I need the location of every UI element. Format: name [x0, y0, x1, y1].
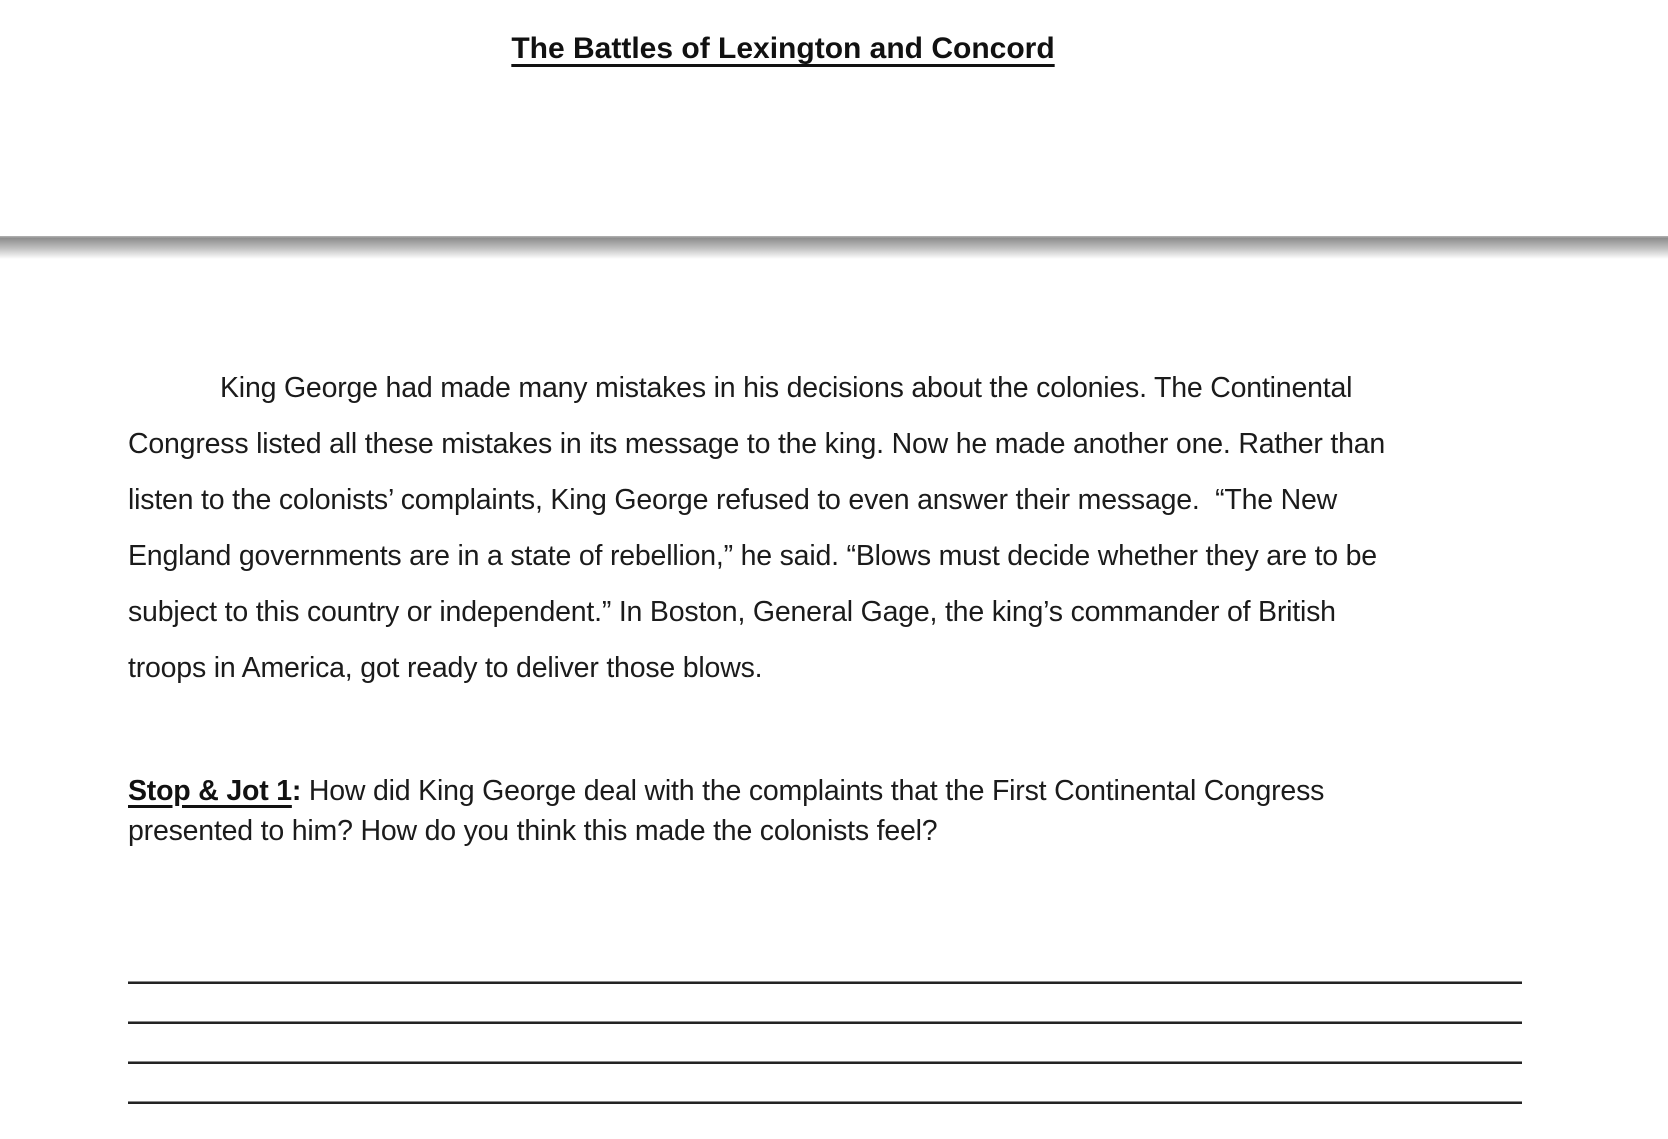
- answer-line[interactable]: [128, 1101, 1522, 1104]
- stop-jot-colon: :: [291, 775, 302, 807]
- stop-jot-label: Stop & Jot 1: [128, 775, 292, 807]
- answer-line[interactable]: [128, 1061, 1522, 1064]
- stop-jot-question: How did King George deal with the complaints that the First Continental Congress presented to him? How do you think this made the colonists feel?: [128, 775, 1325, 847]
- answer-line[interactable]: [128, 1021, 1522, 1024]
- page-title: [128, 32, 1438, 66]
- body-paragraph: King George had made many mistakes in his decisions about the colonies. The Continental Congress listed all these mistakes in its message to the king. Now he made another one. Rather than listen to the colonists’ complaints, King George refused to even answer their message. “The New England governments are in a state of rebellion,” he said. “Blows must decide whether they are to be subject to this country or independent.” In Boston, General Gage, the king’s commander of British troops in America, got ready to deliver those blows.: [128, 372, 1393, 684]
- answer-line[interactable]: [128, 981, 1522, 984]
- page-break-shadow: [0, 236, 1668, 259]
- page-title-text: The Battles of Lexington and Concord: [511, 32, 1055, 65]
- stop-jot-prompt: [128, 771, 1420, 851]
- answer-lines: [128, 981, 1522, 1139]
